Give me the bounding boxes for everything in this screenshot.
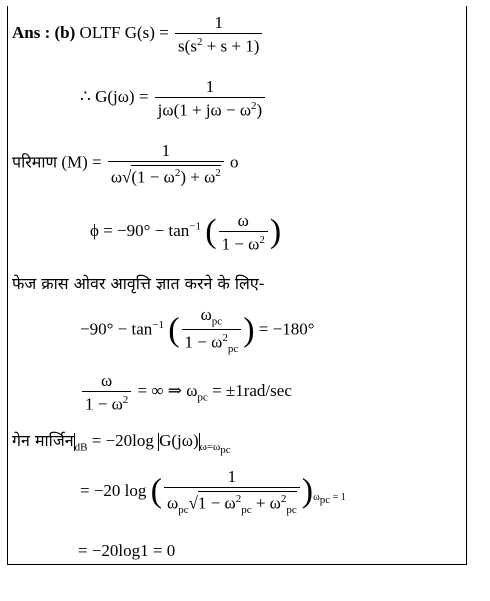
phase-crossover-equation: $-90^\circ - \tan^{-1}$ ( $\frac{\omega_{pc}}{1 - \omega^2_{pc}}$ ) = −180° xyxy=(80,305,315,356)
magnitude-label: परिमाण xyxy=(12,152,58,172)
gain-margin-expansion: = −20 log ( $\frac{1}{\omega_{pc}√1 - \omega^2_{pc} + \omega^2_{pc}}$ )$_{\omega_{pc} = 1}$ xyxy=(80,467,346,517)
gain-margin-equation: गेन मार्जिन$_{dB}$ = −20log $G(j\omega)_{\omega=\omega_{pc}}$ xyxy=(12,431,231,457)
g-jw-equation: ∴ G(jω) = $\frac{1}{j\omega(1 + j\omega - \omega^2)}$ xyxy=(80,78,267,119)
final-result: = −20log1 = 0 xyxy=(78,541,176,560)
phase-crossover-heading: फेज क्रास ओवर आवृत्ति ज्ञात करने के लिए- xyxy=(12,274,265,293)
phase-equation: $\phi = -90^\circ - \tan^{-1}$ ( $\frac{\omega}{1 - \omega^2}$ ) xyxy=(90,211,282,254)
gain-margin-label: गेन मार्जिन xyxy=(12,431,74,450)
magnitude-equation: परिमाण (M) = $\frac{1}{\omega√(1 - \omega^2) + \omega^2}$ o xyxy=(12,141,239,187)
omega-pc-result: $\frac{\omega}{1 - \omega^2}$ = ∞ ⇒ $\omega_{pc} = \pm 1rad/\sec$ xyxy=(80,372,292,413)
answer-label: Ans : (b) xyxy=(12,23,76,43)
oltf-equation: Ans : (b) OLTF G(s) = $\frac{1}{s(s^2 + s + 1)}$ xyxy=(12,14,264,55)
